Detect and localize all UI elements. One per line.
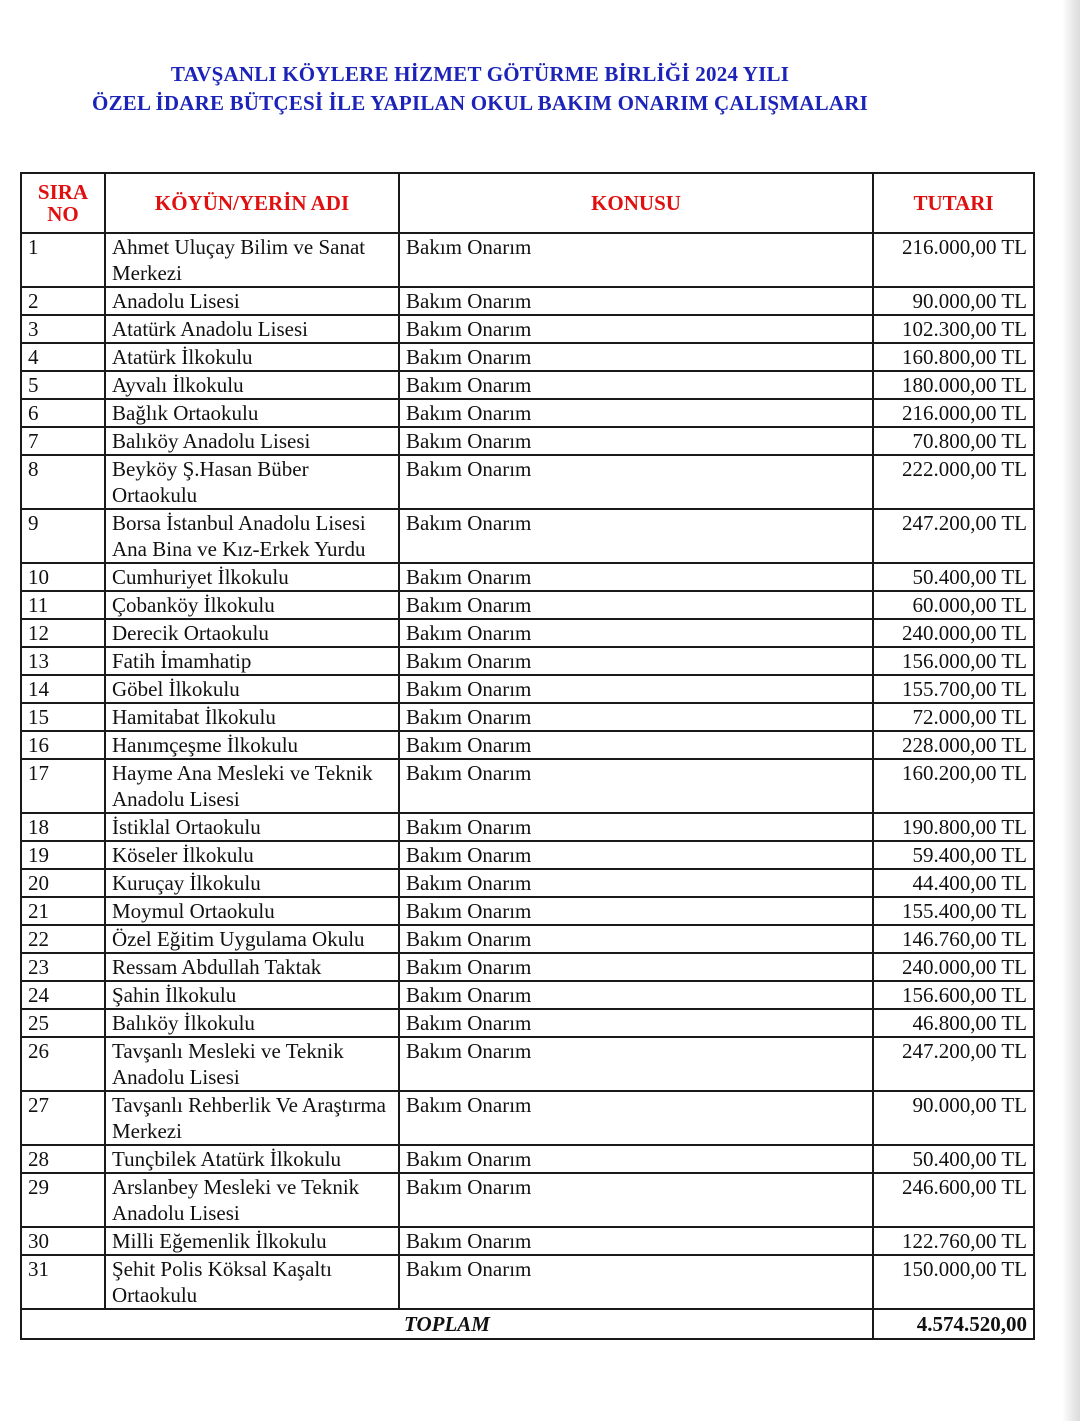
row-amount: 72.000,00 TL [873, 703, 1034, 731]
row-subject: Bakım Onarım [399, 427, 873, 455]
table-row [21, 841, 1034, 869]
row-no: 2 [21, 287, 105, 315]
header-name: KÖYÜN/YERİN ADI [105, 173, 399, 233]
row-name: Tunçbilek Atatürk İlkokulu [105, 1145, 399, 1173]
row-amount: 90.000,00 TL [873, 287, 1034, 315]
row-amount: 155.700,00 TL [873, 675, 1034, 703]
table-row [21, 869, 1034, 897]
row-name: Derecik Ortaokulu [105, 619, 399, 647]
row-amount: 44.400,00 TL [873, 869, 1034, 897]
row-name: Hamitabat İlkokulu [105, 703, 399, 731]
row-subject: Bakım Onarım [399, 953, 873, 981]
header-no: NO [47, 202, 79, 226]
header-subject: KONUSU [399, 173, 873, 233]
table-row [21, 509, 1034, 563]
page-edge-shadow [1062, 0, 1080, 1421]
row-amount: 155.400,00 TL [873, 897, 1034, 925]
row-name: Hayme Ana Mesleki ve Teknik Anadolu Lisesi [105, 759, 399, 813]
row-no: 16 [21, 731, 105, 759]
row-amount: 228.000,00 TL [873, 731, 1034, 759]
row-subject: Bakım Onarım [399, 647, 873, 675]
row-subject: Bakım Onarım [399, 315, 873, 343]
row-subject: Bakım Onarım [399, 981, 873, 1009]
table-row [21, 1145, 1034, 1173]
row-no: 7 [21, 427, 105, 455]
table-row [21, 427, 1034, 455]
row-amount: 160.200,00 TL [873, 759, 1034, 813]
row-name: İstiklal Ortaokulu [105, 813, 399, 841]
row-name: Cumhuriyet İlkokulu [105, 563, 399, 591]
row-no: 11 [21, 591, 105, 619]
row-subject: Bakım Onarım [399, 563, 873, 591]
row-name: Atatürk Anadolu Lisesi [105, 315, 399, 343]
row-subject: Bakım Onarım [399, 287, 873, 315]
row-subject: Bakım Onarım [399, 1227, 873, 1255]
row-name: Beyköy Ş.Hasan Büber Ortaokulu [105, 455, 399, 509]
row-no: 9 [21, 509, 105, 563]
row-no: 20 [21, 869, 105, 897]
table-row [21, 981, 1034, 1009]
row-amount: 59.400,00 TL [873, 841, 1034, 869]
table-row [21, 399, 1034, 427]
row-amount: 247.200,00 TL [873, 509, 1034, 563]
row-amount: 246.600,00 TL [873, 1173, 1034, 1227]
row-amount: 240.000,00 TL [873, 953, 1034, 981]
row-no: 21 [21, 897, 105, 925]
row-name: Balıköy İlkokulu [105, 1009, 399, 1037]
row-name: Hanımçeşme İlkokulu [105, 731, 399, 759]
table-row [21, 1255, 1034, 1309]
row-no: 29 [21, 1173, 105, 1227]
row-amount: 122.760,00 TL [873, 1227, 1034, 1255]
row-amount: 216.000,00 TL [873, 399, 1034, 427]
table-row [21, 731, 1034, 759]
row-no: 26 [21, 1037, 105, 1091]
row-name: Çobanköy İlkokulu [105, 591, 399, 619]
row-amount: 102.300,00 TL [873, 315, 1034, 343]
row-name: Kuruçay İlkokulu [105, 869, 399, 897]
row-no: 13 [21, 647, 105, 675]
total-row [21, 1309, 1034, 1339]
row-subject: Bakım Onarım [399, 1037, 873, 1091]
row-no: 1 [21, 233, 105, 287]
row-no: 17 [21, 759, 105, 813]
row-name: Borsa İstanbul Anadolu Lisesi Ana Bina ve Kız-Erkek Yurdu [105, 509, 399, 563]
table-row [21, 1227, 1034, 1255]
row-no: 19 [21, 841, 105, 869]
maintenance-table [20, 172, 1035, 1340]
table-row [21, 591, 1034, 619]
title-line-1: TAVŞANLI KÖYLERE HİZMET GÖTÜRME BİRLİĞİ 2024 YILI [170, 62, 790, 86]
row-no: 28 [21, 1145, 105, 1173]
table-row [21, 563, 1034, 591]
row-name: Ressam Abdullah Taktak [105, 953, 399, 981]
table-row [21, 455, 1034, 509]
row-name: Ayvalı İlkokulu [105, 371, 399, 399]
row-amount: 247.200,00 TL [873, 1037, 1034, 1091]
table-row [21, 925, 1034, 953]
table-row [21, 1037, 1034, 1091]
header-sira-no [21, 173, 105, 233]
row-amount: 60.000,00 TL [873, 591, 1034, 619]
row-subject: Bakım Onarım [399, 731, 873, 759]
row-no: 22 [21, 925, 105, 953]
row-subject: Bakım Onarım [399, 1145, 873, 1173]
total-label: TOPLAM [21, 1309, 873, 1339]
row-no: 14 [21, 675, 105, 703]
header-amount: TUTARI [873, 173, 1034, 233]
row-amount: 150.000,00 TL [873, 1255, 1034, 1309]
table-header-row [21, 173, 1034, 233]
row-amount: 156.600,00 TL [873, 981, 1034, 1009]
row-subject: Bakım Onarım [399, 869, 873, 897]
table-row [21, 759, 1034, 813]
table-row [21, 619, 1034, 647]
row-name: Arslanbey Mesleki ve Teknik Anadolu Lisesi [105, 1173, 399, 1227]
table-row [21, 897, 1034, 925]
row-subject: Bakım Onarım [399, 1009, 873, 1037]
row-subject: Bakım Onarım [399, 1255, 873, 1309]
row-subject: Bakım Onarım [399, 703, 873, 731]
row-subject: Bakım Onarım [399, 841, 873, 869]
row-name: Göbel İlkokulu [105, 675, 399, 703]
table-row [21, 287, 1034, 315]
table-row [21, 813, 1034, 841]
row-subject: Bakım Onarım [399, 509, 873, 563]
row-no: 10 [21, 563, 105, 591]
table-row [21, 343, 1034, 371]
row-subject: Bakım Onarım [399, 1091, 873, 1145]
row-name: Bağlık Ortaokulu [105, 399, 399, 427]
row-name: Köseler İlkokulu [105, 841, 399, 869]
row-amount: 190.800,00 TL [873, 813, 1034, 841]
row-no: 3 [21, 315, 105, 343]
row-subject: Bakım Onarım [399, 591, 873, 619]
row-no: 6 [21, 399, 105, 427]
row-subject: Bakım Onarım [399, 813, 873, 841]
title-line-2: ÖZEL İDARE BÜTÇESİ İLE YAPILAN OKUL BAKIM ONARIM ÇALIŞMALARI [92, 91, 868, 115]
table-row [21, 1091, 1034, 1145]
row-no: 12 [21, 619, 105, 647]
table-row [21, 315, 1034, 343]
header-sira: SIRA [37, 180, 89, 204]
row-no: 15 [21, 703, 105, 731]
row-amount: 222.000,00 TL [873, 455, 1034, 509]
row-name: Ahmet Uluçay Bilim ve Sanat Merkezi [105, 233, 399, 287]
row-no: 4 [21, 343, 105, 371]
row-name: Şehit Polis Köksal Kaşaltı Ortaokulu [105, 1255, 399, 1309]
row-name: Atatürk İlkokulu [105, 343, 399, 371]
row-amount: 50.400,00 TL [873, 563, 1034, 591]
row-name: Özel Eğitim Uygulama Okulu [105, 925, 399, 953]
row-no: 8 [21, 455, 105, 509]
row-subject: Bakım Onarım [399, 399, 873, 427]
row-subject: Bakım Onarım [399, 455, 873, 509]
row-subject: Bakım Onarım [399, 233, 873, 287]
row-no: 24 [21, 981, 105, 1009]
row-amount: 146.760,00 TL [873, 925, 1034, 953]
row-name: Tavşanlı Rehberlik Ve Araştırma Merkezi [105, 1091, 399, 1145]
table-row [21, 647, 1034, 675]
row-subject: Bakım Onarım [399, 897, 873, 925]
row-name: Fatih İmamhatip [105, 647, 399, 675]
row-name: Şahin İlkokulu [105, 981, 399, 1009]
row-amount: 46.800,00 TL [873, 1009, 1034, 1037]
row-name: Moymul Ortaokulu [105, 897, 399, 925]
row-no: 31 [21, 1255, 105, 1309]
table-row [21, 1173, 1034, 1227]
row-subject: Bakım Onarım [399, 675, 873, 703]
table-row [21, 371, 1034, 399]
row-subject: Bakım Onarım [399, 371, 873, 399]
table-row [21, 675, 1034, 703]
total-amount: 4.574.520,00 [873, 1309, 1034, 1339]
row-no: 27 [21, 1091, 105, 1145]
row-no: 30 [21, 1227, 105, 1255]
row-no: 5 [21, 371, 105, 399]
row-amount: 160.800,00 TL [873, 343, 1034, 371]
row-amount: 156.000,00 TL [873, 647, 1034, 675]
row-subject: Bakım Onarım [399, 759, 873, 813]
row-amount: 50.400,00 TL [873, 1145, 1034, 1173]
row-name: Tavşanlı Mesleki ve Teknik Anadolu Lisesi [105, 1037, 399, 1091]
table-row [21, 1009, 1034, 1037]
table-row [21, 233, 1034, 287]
row-subject: Bakım Onarım [399, 619, 873, 647]
row-amount: 70.800,00 TL [873, 427, 1034, 455]
row-no: 25 [21, 1009, 105, 1037]
table-row [21, 703, 1034, 731]
row-name: Balıköy Anadolu Lisesi [105, 427, 399, 455]
row-amount: 216.000,00 TL [873, 233, 1034, 287]
row-no: 23 [21, 953, 105, 981]
row-subject: Bakım Onarım [399, 1173, 873, 1227]
row-name: Anadolu Lisesi [105, 287, 399, 315]
row-amount: 90.000,00 TL [873, 1091, 1034, 1145]
row-name: Milli Eğemenlik İlkokulu [105, 1227, 399, 1255]
row-amount: 240.000,00 TL [873, 619, 1034, 647]
row-subject: Bakım Onarım [399, 925, 873, 953]
row-no: 18 [21, 813, 105, 841]
table-row [21, 953, 1034, 981]
row-subject: Bakım Onarım [399, 343, 873, 371]
row-amount: 180.000,00 TL [873, 371, 1034, 399]
document-title [0, 60, 960, 118]
